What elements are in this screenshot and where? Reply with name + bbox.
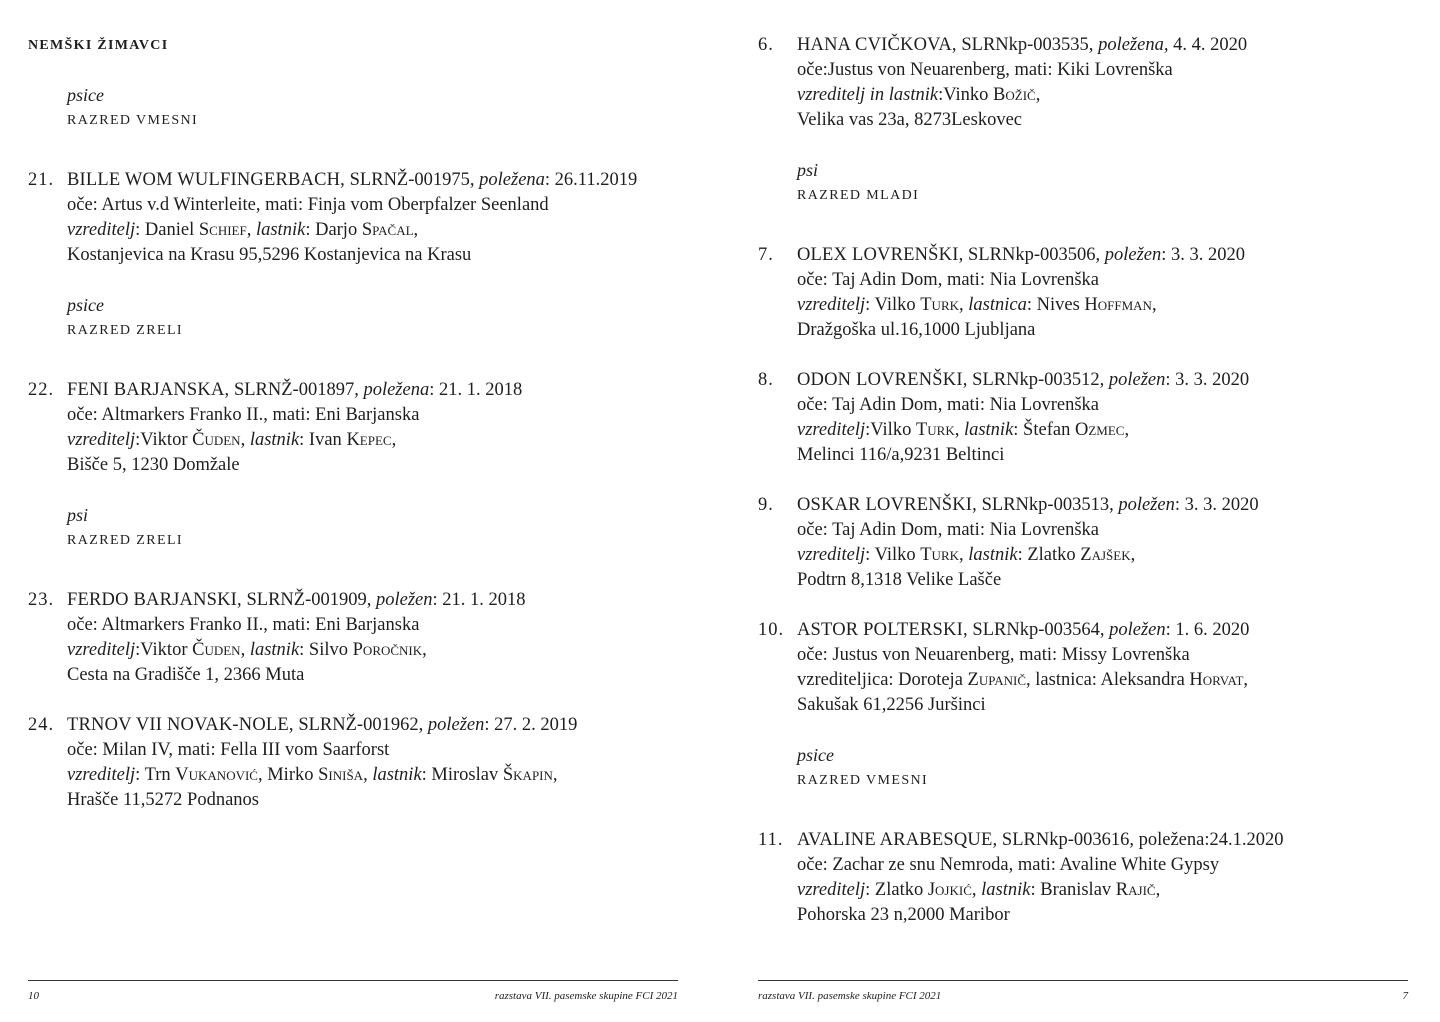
breeder-surname: Turk xyxy=(920,545,959,565)
owner-first-name: : Darjo xyxy=(305,220,362,240)
owner-surname: Kepec xyxy=(346,430,392,450)
right-content xyxy=(730,33,1410,953)
breeder-owner-line: vzreditelj: Daniel Schief, lastnik: Darjo Spačal, xyxy=(67,220,419,240)
birth-label: poležena xyxy=(363,380,430,400)
breeder-label: vzreditelj in lastnik xyxy=(797,85,939,105)
parents: oče: Taj Adin Dom, mati: Nia Lovrenška xyxy=(797,395,1100,415)
breeder-first-name: : Vilko xyxy=(865,295,921,315)
entry-title-line xyxy=(67,168,680,193)
address: Hrašče 11,5272 Podnanos xyxy=(67,790,259,810)
parents: oče: Taj Adin Dom, mati: Nia Lovrenška xyxy=(797,270,1100,290)
breeder-first-name: : Vilko xyxy=(865,545,921,565)
registration-number: SLRNkp-003506, xyxy=(968,245,1101,265)
address: Kostanjevica na Krasu 95,5296 Kostanjevica na Krasu xyxy=(67,245,472,265)
entry-number: 21. xyxy=(28,170,55,190)
owner-surname: Horvat xyxy=(1189,670,1244,690)
catalog-entry xyxy=(0,588,680,688)
publication-title: razstava VII. pasemske skupine FCI 2021 xyxy=(758,990,942,1002)
breeder-surname: Čuden xyxy=(192,640,241,660)
breeder-label: vzreditelj xyxy=(797,295,866,315)
breeder-label: vzreditelj xyxy=(797,545,866,565)
address: Dražgoška ul.16,1000 Ljubljana xyxy=(797,320,1036,340)
breeder-first-name: : Zlatko xyxy=(865,880,928,900)
entry-title-line xyxy=(797,828,1410,853)
parents: oče: Altmarkers Franko II., mati: Eni Barjanska xyxy=(67,615,420,635)
birth-label: poležen xyxy=(1104,245,1162,265)
dog-name: TRNOV VII NOVAK-NOLE, xyxy=(67,715,294,735)
birth-date: : 3. 3. 2020 xyxy=(1161,245,1246,265)
entry-number: 24. xyxy=(28,715,55,735)
breeder-first-name: : Daniel xyxy=(135,220,199,240)
breeder-surname: Turk xyxy=(915,420,955,440)
birth-label: poležena xyxy=(479,170,545,190)
catalog-entry xyxy=(730,618,1410,718)
address: Velika vas 23a, 8273Leskovec xyxy=(797,110,1023,130)
dog-name: ASTOR POLTERSKI, xyxy=(797,620,968,640)
address: Bišče 5, 1230 Domžale xyxy=(67,455,240,475)
breeder-owner-line: vzreditelj: Vilko Turk, lastnik: Zlatko Zajšek, xyxy=(797,545,1136,565)
page-number: 7 xyxy=(1402,990,1408,1002)
birth-date: : 1. 6. 2020 xyxy=(1165,620,1250,640)
birth-date: : 3. 3. 2020 xyxy=(1165,370,1250,390)
birth-label: poležen xyxy=(1108,370,1166,390)
catalog-entry xyxy=(0,378,680,478)
breeder-surname: Schief xyxy=(198,220,247,240)
sex-label: psice xyxy=(67,295,104,315)
entry-title-line xyxy=(67,378,680,403)
parents: oče:Justus von Neuarenberg, mati: Kiki Lovrenška xyxy=(797,60,1173,80)
dog-name: HANA CVIČKOVA, xyxy=(797,35,957,55)
dog-name: FERDO BARJANSKI, xyxy=(67,590,242,610)
birth-date: , 4. 4. 2020 xyxy=(1163,35,1248,55)
breeder-label: vzreditelj xyxy=(797,420,866,440)
class-label: RAZRED VMESNI xyxy=(797,773,929,788)
catalog-entry xyxy=(0,168,680,268)
breeder-label: vzreditelj xyxy=(67,430,136,450)
owner-surname: Ozmec xyxy=(1074,420,1125,440)
entry-number: 11. xyxy=(758,830,784,850)
birth-label: poležen xyxy=(1109,620,1166,640)
breeder-owner-line: vzreditelj in lastnik:Vinko Božič, xyxy=(797,85,1041,105)
right-footer xyxy=(758,980,1408,1002)
entry-title-line xyxy=(797,493,1410,518)
owner-label: lastnik xyxy=(249,640,300,660)
breeder-surname: Turk xyxy=(920,295,959,315)
owner-first-name: : Silvo xyxy=(299,640,353,660)
owner-surname: Spačal xyxy=(361,220,414,240)
breeder-first-name: :Vilko xyxy=(865,420,916,440)
breeder-owner-line: vzrediteljica: Doroteja Zupanič, lastnica: Aleksandra Horvat, xyxy=(797,670,1249,690)
entry-number: 6. xyxy=(758,35,774,55)
section-header: NEMŠKI ŽIMAVCI xyxy=(28,38,169,53)
registration-number: SLRNkp-003616, xyxy=(1001,830,1134,850)
address: Podtrn 8,1318 Velike Lašče xyxy=(797,570,1002,590)
registration-number: SLRNkp-003535, xyxy=(961,35,1094,55)
entry-number: 10. xyxy=(758,620,785,640)
sex-label: psice xyxy=(67,85,104,105)
birth-label: poležen xyxy=(1118,495,1175,515)
breeder-label: vzreditelj xyxy=(67,640,136,660)
owner-label: lastnik xyxy=(255,220,306,240)
catalog-entry xyxy=(730,33,1410,133)
registration-number: SLRNŽ-001909, xyxy=(246,590,372,610)
breeder-owner-line: vzreditelj: Vilko Turk, lastnica: Nives Hoffman, xyxy=(797,295,1157,315)
breeder-first-name: :Vinko xyxy=(938,85,994,105)
class-label: RAZRED ZRELI xyxy=(67,323,183,338)
right-page xyxy=(730,0,1410,1022)
class-heading xyxy=(730,743,1410,793)
breeder-owner-line: vzreditelj: Trn Vukanović, Mirko Siniša, lastnik: Miroslav Škapin, xyxy=(67,765,558,785)
owner-label: lastnik xyxy=(372,765,422,785)
breeder-first-name: Mirko xyxy=(267,765,319,785)
registration-number: SLRNkp-003513, xyxy=(981,495,1114,515)
entry-title-line xyxy=(67,588,680,613)
sex-label: psi xyxy=(797,160,819,180)
address: Sakušak 61,2256 Juršinci xyxy=(797,695,986,715)
dog-name: OSKAR LOVRENŠKI, xyxy=(797,495,977,515)
class-group xyxy=(0,503,680,813)
class-label: RAZRED ZRELI xyxy=(67,533,183,548)
left-footer xyxy=(28,980,678,1002)
publication-title: razstava VII. pasemske skupine FCI 2021 xyxy=(494,990,678,1002)
parents: oče: Artus v.d Winterleite, mati: Finja vom Oberpfalzer Seenland xyxy=(67,195,549,215)
breeder-owner-line: vzreditelj: Zlatko Jojkić, lastnik: Branislav Rajič, xyxy=(797,880,1161,900)
entry-number: 8. xyxy=(758,370,774,390)
owner-first-name: : Zlatko xyxy=(1017,545,1081,565)
birth-date: : 27. 2. 2019 xyxy=(484,715,578,735)
parents: oče: Taj Adin Dom, mati: Nia Lovrenška xyxy=(797,520,1100,540)
dog-name: BILLE WOM WULFINGERBACH, xyxy=(67,170,346,190)
entry-title-line xyxy=(797,33,1410,58)
breeder-surname: Božič xyxy=(993,85,1036,105)
sex-label: psi xyxy=(67,505,89,525)
catalog-entry xyxy=(730,243,1410,343)
entry-title-line xyxy=(797,243,1410,268)
birth-label: poležen xyxy=(427,715,485,735)
owner-first-name: : Miroslav xyxy=(421,765,503,785)
owner-label: lastnik xyxy=(963,420,1014,440)
owner-first-name: : Branislav xyxy=(1030,880,1116,900)
entry-title-line xyxy=(67,713,680,738)
entry-number: 23. xyxy=(28,590,55,610)
catalog-entry xyxy=(730,493,1410,593)
owner-label: lastnica xyxy=(968,295,1027,315)
owner-label: , lastnica: Aleksandra xyxy=(1026,670,1190,690)
left-content xyxy=(0,83,680,838)
breeder-surname: Vukanović xyxy=(175,765,258,785)
dog-name: AVALINE ARABESQUE, xyxy=(797,830,998,850)
breeder-first-name: :Viktor xyxy=(135,430,193,450)
registration-number: SLRNŽ-001975, xyxy=(349,170,475,190)
class-label: RAZRED MLADI xyxy=(797,188,920,203)
birth-date: : 21. 1. 2018 xyxy=(432,590,526,610)
class-heading xyxy=(0,503,680,553)
birth-label: poležen xyxy=(376,590,433,610)
address: Pohorska 23 n,2000 Maribor xyxy=(797,905,1010,925)
owner-label: lastnik xyxy=(249,430,300,450)
breeder-owner-line: vzreditelj:Viktor Čuden, lastnik: Silvo Poročnik, xyxy=(67,640,427,660)
breeder-owner-line: vzreditelj:Vilko Turk, lastnik: Štefan Ozmec, xyxy=(797,420,1130,440)
dog-name: ODON LOVRENŠKI, xyxy=(797,370,968,390)
catalog-entry xyxy=(730,368,1410,468)
owner-surname: Hoffman xyxy=(1084,295,1152,315)
sex-label: psice xyxy=(797,745,834,765)
breeder-surname: Jojkić xyxy=(927,880,972,900)
catalog-entry xyxy=(730,828,1410,928)
owner-surname: Škapin xyxy=(502,765,553,785)
entry-number: 7. xyxy=(758,245,774,265)
class-group xyxy=(730,33,1410,133)
entry-number: 22. xyxy=(28,380,55,400)
birth-date: : 21. 1. 2018 xyxy=(429,380,523,400)
breeder-owner-line: vzreditelj:Viktor Čuden, lastnik: Ivan Kepec, xyxy=(67,430,397,450)
entry-title-line xyxy=(797,368,1410,393)
entry-title-line xyxy=(797,618,1410,643)
class-label: RAZRED VMESNI xyxy=(67,113,199,128)
registration-number: SLRNkp-003564, xyxy=(972,620,1105,640)
breeder-label: vzreditelj xyxy=(797,880,866,900)
registration-number: SLRNŽ-001962, xyxy=(298,715,424,735)
birth-date: poležena:24.1.2020 xyxy=(1138,830,1284,850)
birth-label: poležena xyxy=(1098,35,1164,55)
birth-date: : 26.11.2019 xyxy=(544,170,638,190)
address: Cesta na Gradišče 1, 2366 Muta xyxy=(67,665,305,685)
class-group xyxy=(730,158,1410,718)
breeder-first-name: : Trn xyxy=(135,765,176,785)
owner-surname: Zajšek xyxy=(1080,545,1131,565)
class-group xyxy=(0,293,680,478)
birth-date: : 3. 3. 2020 xyxy=(1174,495,1259,515)
parents: oče: Altmarkers Franko II., mati: Eni Barjanska xyxy=(67,405,420,425)
class-heading xyxy=(0,83,680,133)
page-number: 10 xyxy=(28,990,39,1002)
breeder-label: vzrediteljica: Doroteja xyxy=(797,670,968,690)
owner-first-name: : Ivan xyxy=(299,430,347,450)
owner-surname: Poročnik xyxy=(352,640,423,660)
breeder-surname: Čuden xyxy=(192,430,241,450)
breeder-surname: Zupanič xyxy=(967,670,1027,690)
registration-number: SLRNkp-003512, xyxy=(972,370,1105,390)
class-heading xyxy=(0,293,680,343)
class-group xyxy=(0,83,680,268)
left-page xyxy=(0,0,680,1022)
parents: oče: Zachar ze snu Nemroda, mati: Avaline White Gypsy xyxy=(797,855,1220,875)
breeder-first-name: :Viktor xyxy=(135,640,193,660)
address: Melinci 116/a,9231 Beltinci xyxy=(797,445,1005,465)
breeder-surname: Siniša xyxy=(318,765,364,785)
owner-first-name: : Nives xyxy=(1026,295,1085,315)
catalog-entry xyxy=(0,713,680,813)
breeder-label: vzreditelj xyxy=(67,220,136,240)
registration-number: SLRNŽ-001897, xyxy=(233,380,359,400)
parents: oče: Justus von Neuarenberg, mati: Missy Lovrenška xyxy=(797,645,1190,665)
entry-number: 9. xyxy=(758,495,774,515)
parents: oče: Milan IV, mati: Fella III vom Saarforst xyxy=(67,740,390,760)
owner-first-name: : Štefan xyxy=(1013,420,1075,440)
breeder-label: vzreditelj xyxy=(67,765,136,785)
dog-name: FENI BARJANSKA, xyxy=(67,380,230,400)
dog-name: OLEX LOVRENŠKI, xyxy=(797,245,964,265)
class-group xyxy=(730,743,1410,928)
owner-surname: Rajič xyxy=(1115,880,1156,900)
class-heading xyxy=(730,158,1410,208)
owner-label: lastnik xyxy=(981,880,1031,900)
owner-label: lastnik xyxy=(968,545,1018,565)
